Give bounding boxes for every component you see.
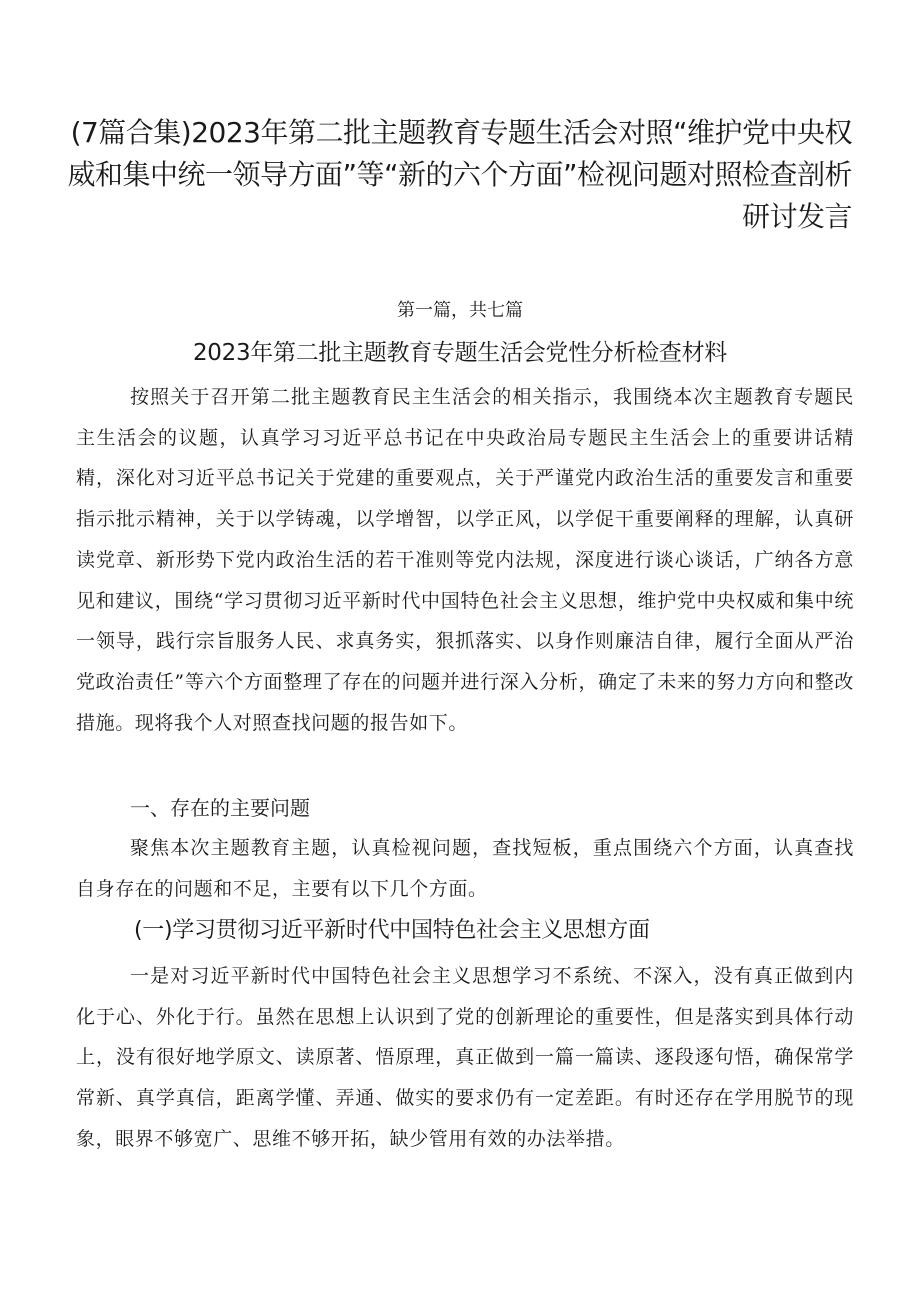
part-label: 第一篇，共七篇 [397, 300, 523, 321]
body-paragraph: 聚焦本次主题教育主题，认真检视问题，查找短板，重点围绕六个方面，认真查找自身存在的问题和不足，主要有以下几个方面。 [76, 837, 854, 900]
subsection-heading: (一)学习贯彻习近平新时代中国特色社会主义思想方面 [134, 918, 650, 943]
document-title: (7篇合集)2023年第二批主题教育专题生活会对照“维护党中央权威和集中统一领导方面”等“新的六个方面”检视问题对照检查剖析研讨发言 [67, 116, 852, 233]
section-title: 2023年第二批主题教育专题生活会党性分析检查材料 [192, 340, 728, 366]
intro-paragraph: 按照关于召开第二批主题教育民主生活会的相关指示，我围绕本次主题教育专题民主生活会的议题，认真学习习近平总书记在中央政治局专题民主生活会上的重要讲话精精，深化对习近平总书记关于党建的重要观点，关于严谨党内政治生活的重要发言和重要指示批示精神，关于以学铸魂，以学增智，以学正风，以学促干重要阐释的理解，认真研读党章、新形势下党内政治生活的若干准则等党内法规，深度进行谈心谈话，广纳各方意见和建议，围绕“学习贯彻习近平新时代中国特色社会主义思想，维护党中央权威和集中统一领导，践行宗旨服务人民、求真务实，狠抓落实、以身作则廉洁自律，履行全面从严治党政治责任”等六个方面整理了存在的问题并进行深入分析，确定了未来的努力方向和整改措施。现将我个人对照查找问题的报告如下。 [76, 386, 854, 734]
body-paragraph: 一是对习近平新时代中国特色社会主义思想学习不系统、不深入，没有真正做到内化于心、外化于行。虽然在思想上认识到了党的创新理论的重要性，但是落实到具体行动上，没有很好地学原文、读原著、悟原理，真正做到一篇一篇读、逐段逐句悟，确保常学常新、真学真信，距离学懂、弄通、做实的要求仍有一定差距。有时还存在学用脱节的现象，眼界不够宽广、思维不够开拓，缺少管用有效的办法举措。 [76, 965, 854, 1150]
section-heading: 一、存在的主要问题 [130, 796, 310, 820]
